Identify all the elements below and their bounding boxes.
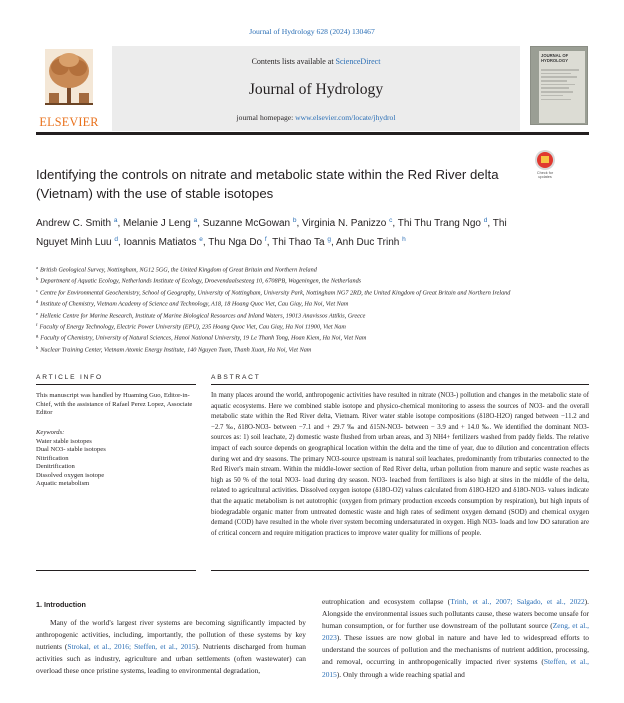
affiliation-marker: a xyxy=(36,265,39,270)
journal-citation[interactable]: Journal of Hydrology 628 (2024) 130467 xyxy=(249,27,375,36)
contents-prefix: Contents lists available at xyxy=(251,57,336,66)
article-info-heading: ARTICLE INFO xyxy=(36,374,103,381)
author-name[interactable]: Thi Nguyet Minh Luu xyxy=(36,218,507,248)
author-entry xyxy=(336,237,406,248)
intro-right-text-3: ). These issues are now global in nature and have led to widespread efforts to understand the sources of pollution and the mechanisms of nutrient addition, processing, and removal, occurring in anthropogenically impacted river systems ( xyxy=(322,633,589,667)
abstract-heading: ABSTRACT xyxy=(211,374,261,381)
affiliation-text: British Geological Survey, Nottingham, NG12 5GG, the United Kingdom of Great Britain and Northern Ireland xyxy=(40,266,317,274)
journal-header xyxy=(36,46,589,131)
author-separator: , xyxy=(202,236,209,248)
author-separator: , xyxy=(197,218,203,229)
keyword-item: Nitrification xyxy=(36,454,69,462)
journal-homepage-link[interactable]: www.elsevier.com/locate/jhydrol xyxy=(295,113,396,122)
affiliation-text: Hellenic Centre for Marine Research, Institute of Marine Biological Resources and Inland Waters, 19013 Anavissos Attikis, Greece xyxy=(40,312,366,320)
affiliation-marker: c xyxy=(36,287,39,293)
article-info-bottom-rule xyxy=(36,570,196,571)
intro-left-text-2: ). Nutrients discharged from human activities such as industry, agriculture and urban settlements (often wastewater) can overload these once pristine systems, leading to environmental degradation, xyxy=(36,642,306,676)
elsevier-wordmark: ELSEVIER xyxy=(39,115,99,129)
intro-right-text-2: ). Alongside the environmental issues such pollutants cause, these waters become unsafe for human consumption, or for further use downstream of the pollutant source ( xyxy=(322,597,589,631)
author-affiliation-marker[interactable]: a xyxy=(193,217,198,224)
article-info-rule xyxy=(36,384,196,385)
author-affiliation-marker[interactable]: b xyxy=(292,217,297,224)
author-affiliation-marker[interactable]: g xyxy=(327,235,331,243)
ref-link-zeng[interactable]: Zeng, et al., 2023 xyxy=(322,621,589,643)
intro-right-text-4: ). Only through a wide reaching spatial and xyxy=(336,669,465,679)
homepage-prefix: journal homepage: xyxy=(236,113,296,122)
affiliation-item xyxy=(36,321,589,332)
affiliation-item xyxy=(36,310,589,321)
ref-link-strokal-steffen[interactable]: Strokal, et al., 2016; Steffen, et al., 2015 xyxy=(67,642,196,652)
affiliation-marker: h xyxy=(36,344,39,350)
journal-title: Journal of Hydrology xyxy=(248,81,384,98)
author-entry xyxy=(272,237,336,248)
ref-link-trinh-salgado[interactable]: Trinh, et al., 2007; Salgado, et al., 2022 xyxy=(450,597,585,606)
affiliation-text: Department of Aquatic Ecology, Netherlands Institute of Ecology, Droevendaalsesteeg 10, 6708PB, Wageningen, the Netherlands xyxy=(40,277,362,285)
header-divider xyxy=(36,132,589,135)
affiliation-item xyxy=(36,264,589,275)
author-affiliation-marker[interactable]: a xyxy=(113,217,118,224)
handling-editor-note: This manuscript was handled by Huaming Guo, Editor-in-Chief, with the assistance of Rafael Perez Lopez, Associate Editor xyxy=(36,392,193,416)
author-separator: , xyxy=(330,236,336,248)
affiliation-item xyxy=(36,287,589,298)
affiliation-text: Faculty of Energy Technology, Electric Power University (EPU), 235 Hoang Quoc Viet, Cau Giay, Ha Noi 11900, Viet Nam xyxy=(39,323,346,331)
contents-line xyxy=(112,57,520,66)
abstract-bottom-rule xyxy=(211,570,589,571)
affiliation-text: Institute of Chemistry, Vietnam Academy of Science and Technology, A18, 18 Hoang Quoc Viet, Cau Giay, Ha Noi, Viet Nam xyxy=(40,300,349,308)
intro-left-text-1: Many of the world's largest river systems are becoming significantly impacted by anthropogenic activities, including, importantly, the pollution of these systems by key nutrients ( xyxy=(36,618,306,652)
author-separator: , xyxy=(296,218,303,229)
author-separator: , xyxy=(392,218,398,229)
affiliation-marker: d xyxy=(36,299,39,305)
affiliation-marker: f xyxy=(36,321,38,327)
author-affiliation-marker[interactable]: c xyxy=(389,217,393,224)
affiliation-text: Faculty of Chemistry, University of Natural Sciences, Hanoi National University, 19 Le Thanh Tong, Hoan Kiem, Ha Noi, Viet Nam xyxy=(40,334,367,342)
journal-banner xyxy=(112,46,520,131)
author-name[interactable]: Thi Thao Ta xyxy=(272,236,325,248)
author-entry xyxy=(203,218,302,229)
author-name[interactable]: Ioannis Matiatos xyxy=(123,236,197,248)
author-affiliation-marker[interactable]: d xyxy=(114,235,119,243)
author-name[interactable]: Andrew C. Smith xyxy=(36,218,112,229)
author-separator: , xyxy=(266,236,273,248)
author-name[interactable]: Virginia N. Panizzo xyxy=(302,218,387,229)
crossmark-flag xyxy=(541,156,549,163)
homepage-line xyxy=(112,113,520,122)
keyword-item: Aquatic metabolism xyxy=(36,480,90,487)
author-affiliation-marker[interactable]: h xyxy=(402,235,406,243)
affiliation-text: Centre for Environmental Geochemistry, School of Geography, University of Nottingham, University Park, Nottingham NG7 2RD, the United Kingdom of Great Britain and Northern Ireland xyxy=(40,289,511,297)
check-for-updates-badge[interactable] xyxy=(532,150,558,182)
author-name[interactable]: Anh Duc Trinh xyxy=(335,236,400,248)
author-entry xyxy=(208,237,272,248)
author-affiliation-marker[interactable]: f xyxy=(264,235,267,243)
intro-left-column xyxy=(36,617,306,677)
keywords-heading: Keywords: xyxy=(36,429,65,436)
author-affiliation-marker[interactable]: d xyxy=(483,217,488,224)
affiliation-item xyxy=(36,344,589,355)
introduction-heading: 1. Introduction xyxy=(36,600,86,609)
elsevier-tree-icon xyxy=(45,49,93,105)
abstract-rule xyxy=(211,384,589,385)
author-entry xyxy=(36,218,123,229)
author-name[interactable]: Melanie J Leng xyxy=(123,218,191,229)
affiliation-item xyxy=(36,298,589,309)
keyword-item: Dual NO3- stable isotopes xyxy=(36,446,106,453)
author-affiliation-marker[interactable]: e xyxy=(199,235,203,243)
author-separator: , xyxy=(487,218,493,229)
intro-right-text-1: eutrophication and ecosystem collapse ( xyxy=(322,597,451,606)
author-name[interactable]: Thi Thu Trang Ngo xyxy=(397,218,481,229)
journal-cover-image[interactable] xyxy=(530,46,588,125)
author-entry xyxy=(123,218,203,229)
affiliation-marker: e xyxy=(36,310,39,316)
author-separator: , xyxy=(117,218,123,229)
author-name[interactable]: Thu Nga Do xyxy=(208,236,263,248)
keywords-block xyxy=(36,429,196,489)
sciencedirect-link[interactable]: ScienceDirect xyxy=(335,57,381,66)
author-entry xyxy=(398,218,493,229)
cover-title: JOURNAL OF HYDROLOGY xyxy=(541,53,569,63)
affiliation-list xyxy=(36,264,589,355)
author-name[interactable]: Suzanne McGowan xyxy=(202,218,291,229)
affiliation-marker: g xyxy=(36,333,39,339)
abstract-text: In many places around the world, anthropogenic activities have resulted in nitrate (NO3-) pollution and changes in the metabolic state of aquatic ecosystems. Here we combined stable isotope and physico-chemical monitoring to assess the sources of NO3- and the overall metabolic state within the Red River delta, Vietnam. River water stable isotope compositions (δ18O-H2O) ranged between −11.2 and −2.7 ‰, δ18O-NO3- between −7.1 and + 29.7 ‰ and δ15N-NO3- between − 3.9 and + 14.0 ‰. We identified the dominant NO3- sources as: 1) soil leachate, 2) domestic waste flushed from urban areas, and 3) NH4+ fertilizers washed from paddy fields. The relative impact of each source depends on geographical location within the delta and the time of year, due to dilution and concentration effects during wet and dry seasons. The primary NO3-source upstream is natural soil leachates, predominantly from tributaries connected to the Red River's main stream. Within the middle-lower section of Red River delta, urban pollution from manure and septic waste reaches as high as 50 % of the total NO3- load during dry season. NO3- leached from fertilizers is also high at sites in the middle of the delta, related to agricultural activities. Dissolved oxygen isotope (δ18O-O2) values calculated from δ18O-H2O and δ18O-NO3- values indicate that the aquatic metabolism is net autotrophic (oxygen from primary production exceeds consumption by respiration), but high inputs of biodegradable organic matter from untreated domestic waste and high rates of sediment oxygen demand (SOD) and chemical oxygen demand (COD) have resulted in the whole river system becoming undersaturated in oxygen. High NO3- loads and low DO saturation are of critical concern and require mitigation practices to improve water quality for millions of people. xyxy=(211,392,589,537)
author-separator: , xyxy=(118,236,124,248)
elsevier-logo[interactable] xyxy=(36,49,102,129)
ref-link-steffen[interactable]: Steffen, et al., 2015 xyxy=(322,657,589,679)
cover-text-lines xyxy=(541,69,581,102)
affiliation-item xyxy=(36,332,589,343)
author-list xyxy=(36,213,526,250)
article-title: Identifying the controls on nitrate and metabolic state within the Red River delta (Vietnam) with the use of stable isotopes xyxy=(36,167,499,201)
author-entry xyxy=(124,237,209,248)
keyword-item: Water stable isotopes xyxy=(36,437,92,445)
intro-right-column xyxy=(322,596,589,681)
affiliation-marker: b xyxy=(36,276,39,282)
keyword-item: Dissolved oxygen isotope xyxy=(36,471,105,479)
author-entry xyxy=(302,218,398,229)
affiliation-text: Nuclear Training Center, Vietnam Atomic Energy Institute, 140 Nguyen Tuan, Thanh Xuan, Ha Noi, Viet Nam xyxy=(40,346,312,354)
crossmark-label: Check for updates xyxy=(536,171,554,180)
keyword-item: Denitrification xyxy=(36,463,75,470)
keywords-list xyxy=(36,438,196,489)
affiliation-item xyxy=(36,275,589,286)
